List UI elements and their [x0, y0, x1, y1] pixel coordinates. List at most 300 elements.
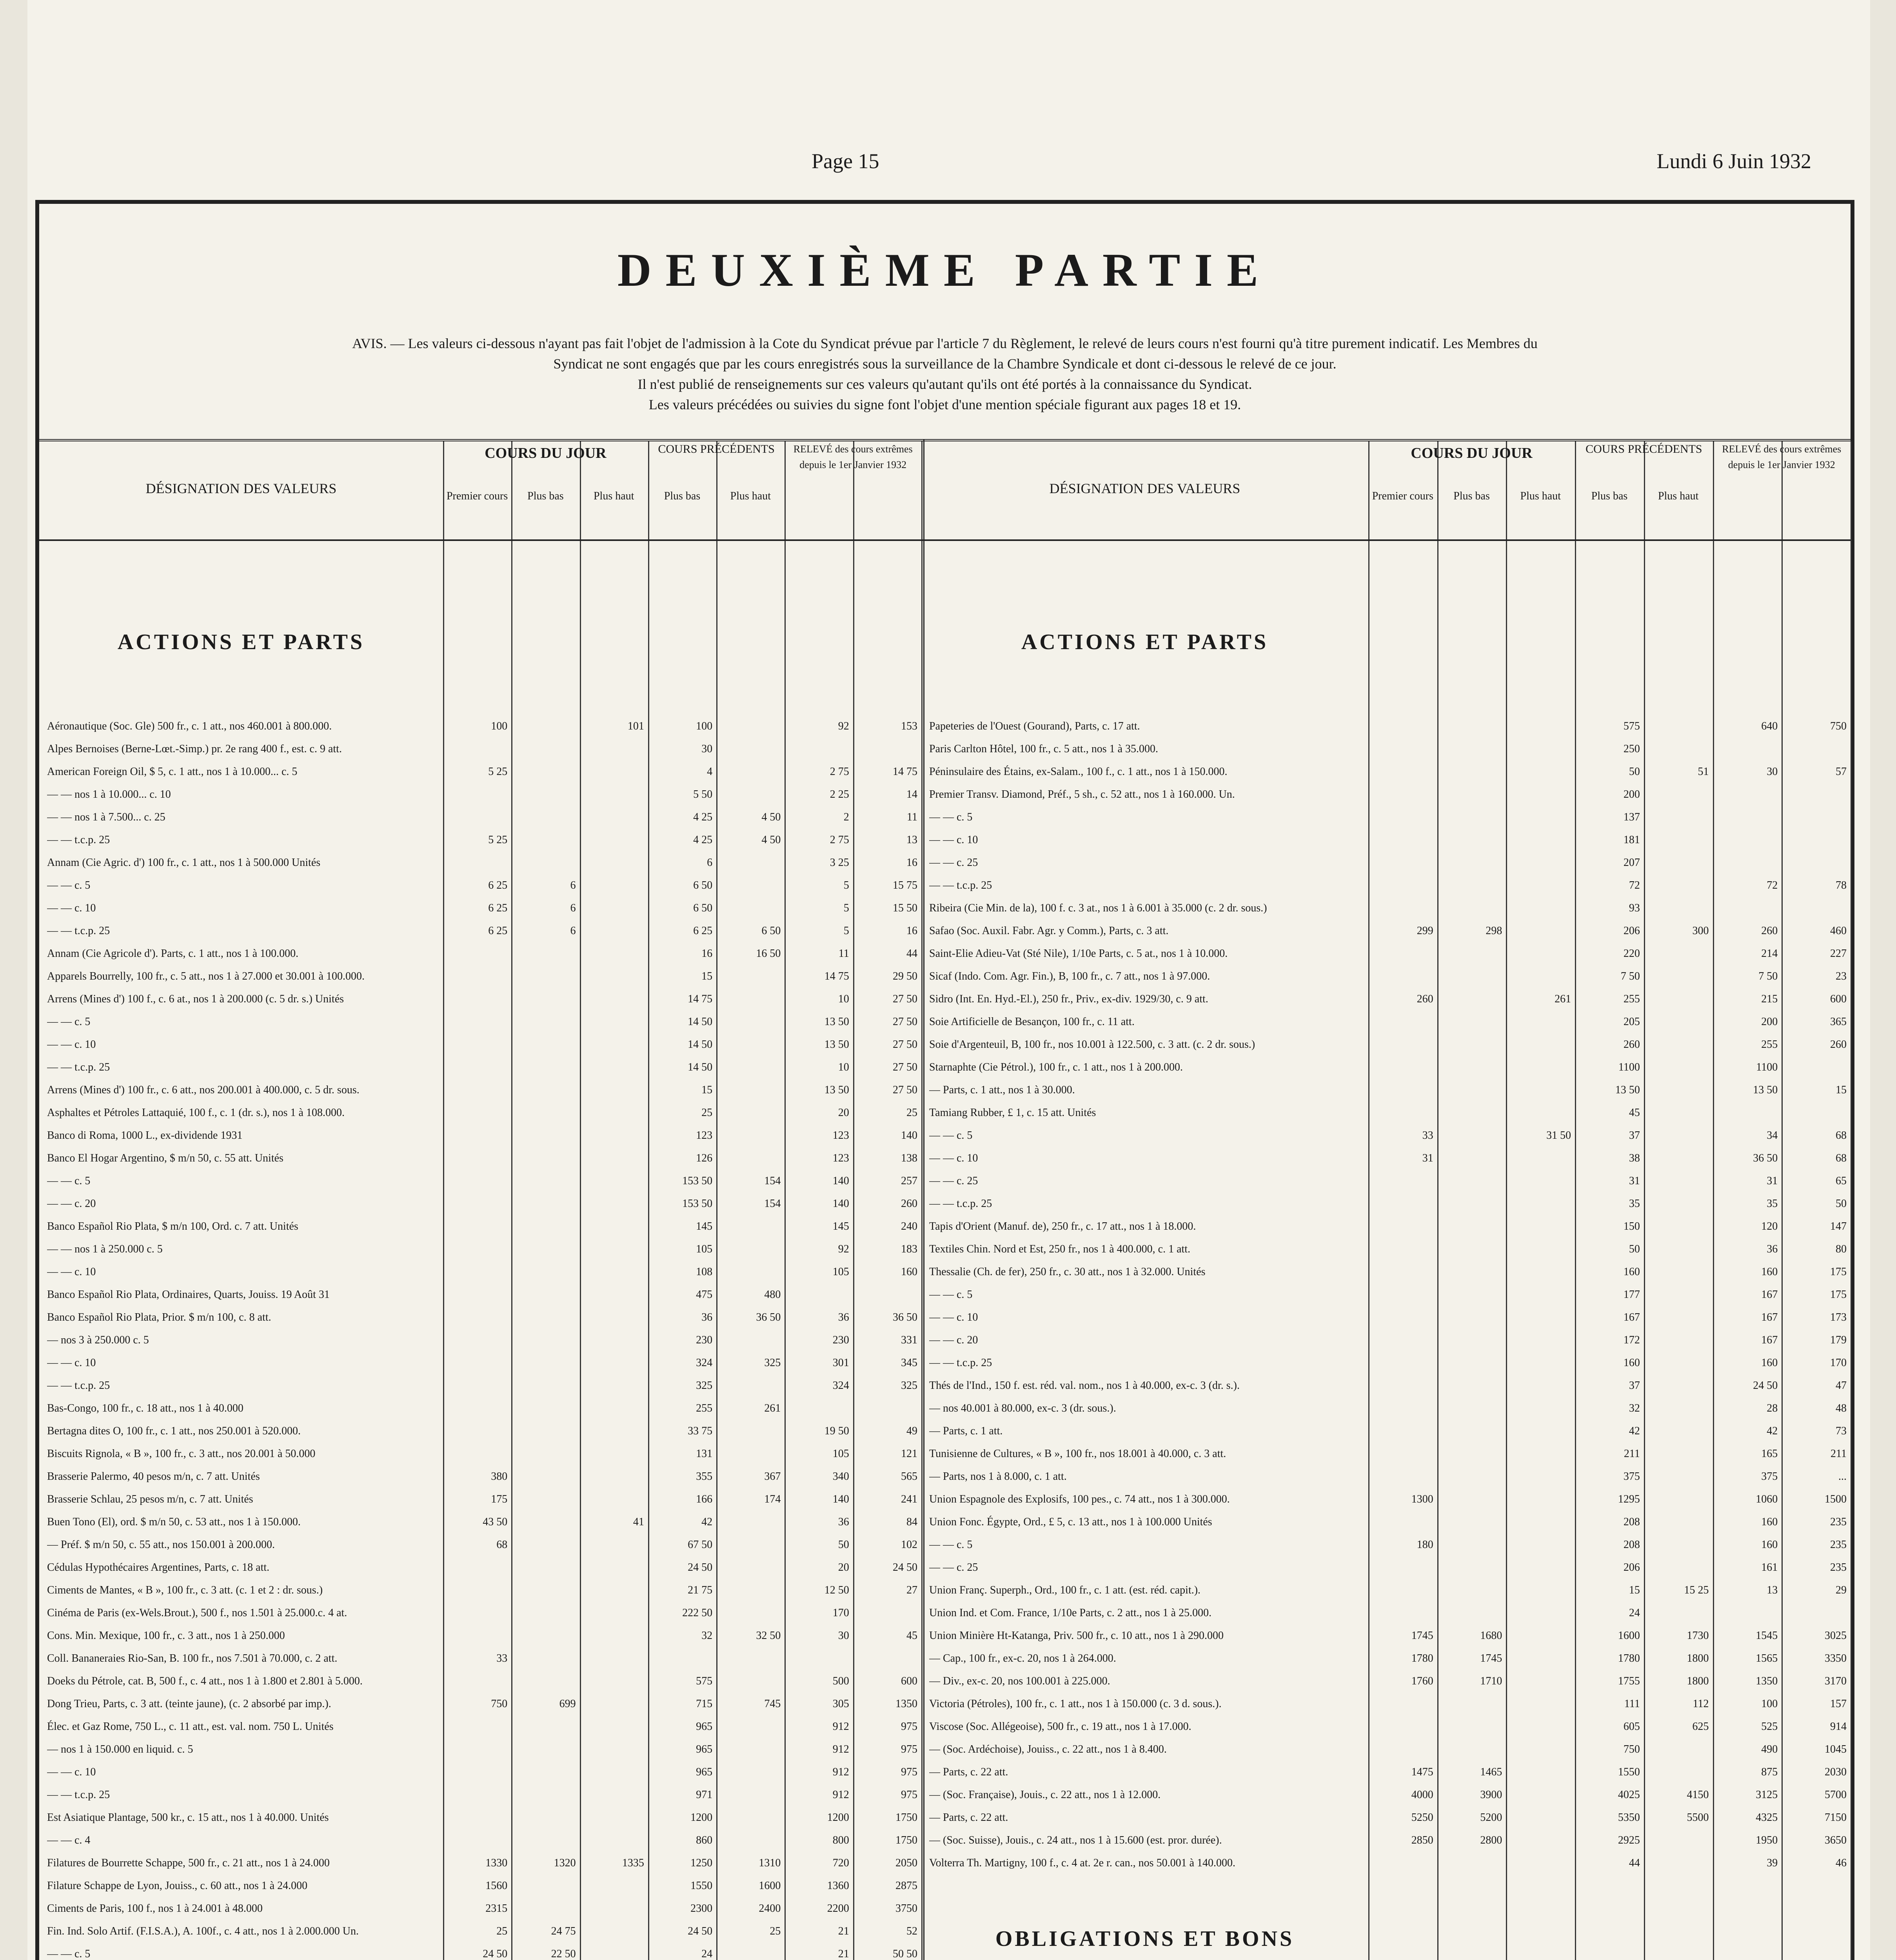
value-cell: 575: [1623, 720, 1640, 732]
table-row: Dong Trieu, Parts, c. 3 att. (teinte jaune), (c. 2 absorbé par imp.).: [47, 1698, 331, 1710]
value-cell: 174: [764, 1493, 781, 1505]
table-row: — Préf. $ m/n 50, c. 55 att., nos 150.001 à 200.000.: [47, 1539, 275, 1551]
table-row: — Parts, c. 1 att.: [929, 1425, 1003, 1437]
value-cell: 121: [901, 1448, 917, 1460]
value-cell: ...: [1838, 1470, 1847, 1483]
header-rule: [921, 539, 1851, 541]
value-cell: 13 50: [1615, 1084, 1640, 1096]
value-cell: 13: [906, 834, 917, 846]
value-cell: 912: [832, 1789, 849, 1801]
table-row: Cédulas Hypothécaires Argentines, Parts, c. 18 att.: [47, 1561, 270, 1573]
value-cell: 5500: [1687, 1811, 1709, 1824]
table-row: Tunisienne de Cultures, « B », 100 fr., nos 18.001 à 40.000, c. 3 att.: [929, 1448, 1226, 1460]
table-row: Banco El Hogar Argentino, $ m/n 50, c. 55 att. Unités: [47, 1152, 283, 1164]
value-cell: 699: [559, 1698, 576, 1710]
value-cell: 48: [1835, 1402, 1847, 1414]
table-row: Arrens (Mines d') 100 f., c. 6 at., nos 1 à 200.000 (c. 5 dr. s.) Unités: [47, 993, 344, 1005]
value-cell: 324: [832, 1379, 849, 1392]
value-cell: 147: [1830, 1220, 1847, 1232]
notice-line: AVIS. — Les valeurs ci-dessous n'ayant pas fait l'objet de l'admission à la Cote du Syndicat prévue par l'article 7 du Règlement, le relevé de leurs cours n'est fourni qu'à titre purement indicatif. Les Membres du: [352, 336, 1538, 351]
value-cell: 600: [901, 1675, 917, 1687]
table-row: Cons. Min. Mexique, 100 fr., c. 3 att., nos 1 à 250.000: [47, 1630, 285, 1642]
value-cell: 1330: [485, 1857, 508, 1869]
column-rule: [853, 441, 854, 1960]
notice-line: Syndicat ne sont engagés que par les cours enregistrés sous la surveillance de la Chambre Syndicale et dont ci-dessous le relevé de ce jour.: [553, 356, 1337, 372]
value-cell: 123: [832, 1129, 849, 1142]
value-cell: 975: [901, 1720, 917, 1733]
table-row: Cinéma de Paris (ex-Wels.Brout.), 500 f., nos 1.501 à 25.000.c. 4 at.: [47, 1607, 347, 1619]
value-cell: 105: [832, 1448, 849, 1460]
value-cell: 1550: [690, 1880, 713, 1892]
value-cell: 2 75: [830, 834, 849, 846]
value-cell: 167: [1761, 1289, 1778, 1301]
value-cell: 27 50: [892, 1016, 917, 1028]
value-cell: 1500: [1824, 1493, 1847, 1505]
value-cell: 24 50: [892, 1561, 917, 1573]
value-cell: 2: [843, 811, 849, 823]
value-cell: 800: [832, 1834, 849, 1846]
value-cell: 475: [696, 1289, 713, 1301]
value-cell: 36: [701, 1311, 713, 1323]
value-cell: 13 50: [824, 1038, 849, 1051]
table-row: Soie Artificielle de Besançon, 100 fr., c. 11 att.: [929, 1016, 1135, 1028]
value-cell: 1060: [1756, 1493, 1778, 1505]
value-cell: 33 75: [688, 1425, 713, 1437]
value-cell: 14 50: [688, 1061, 713, 1073]
table-row: Doeks du Pétrole, cat. B, 500 f., c. 4 att., nos 1 à 1.800 et 2.801 à 5.000.: [47, 1675, 363, 1687]
value-cell: 1730: [1687, 1630, 1709, 1642]
value-cell: 32: [1629, 1402, 1640, 1414]
value-cell: 1200: [827, 1811, 849, 1824]
value-cell: 1295: [1618, 1493, 1640, 1505]
value-cell: 29: [1835, 1584, 1847, 1596]
table-row: Annam (Cie Agric. d') 100 fr., c. 1 att., nos 1 à 500.000 Unités: [47, 857, 321, 869]
sub-header: Premier cours: [1372, 490, 1433, 502]
table-row: — — c. 10: [47, 1038, 96, 1051]
value-cell: 257: [901, 1175, 917, 1187]
value-cell: 200: [1761, 1016, 1778, 1028]
value-cell: 260: [1830, 1038, 1847, 1051]
releve-header: RELEVÉ des cours extrêmes depuis le 1er Janvier 1932: [793, 443, 913, 470]
value-cell: 971: [696, 1789, 713, 1801]
value-cell: 975: [901, 1766, 917, 1778]
value-cell: 175: [491, 1493, 508, 1505]
table-row: Banco Español Rio Plata, Prior. $ m/n 100, c. 8 att.: [47, 1311, 271, 1323]
value-cell: 6: [570, 925, 576, 937]
table-row: — — t.c.p. 25: [929, 1357, 992, 1369]
value-cell: 27 50: [892, 993, 917, 1005]
value-cell: 3025: [1824, 1630, 1847, 1642]
value-cell: 11: [838, 947, 849, 960]
value-cell: 13: [1767, 1584, 1778, 1596]
value-cell: 36 50: [1753, 1152, 1778, 1164]
value-cell: 220: [1623, 947, 1640, 960]
value-cell: 15: [1835, 1084, 1847, 1096]
value-cell: 160: [1761, 1357, 1778, 1369]
value-cell: 1465: [1480, 1766, 1502, 1778]
sub-header: Plus bas: [1453, 490, 1490, 502]
value-cell: 170: [1830, 1357, 1847, 1369]
value-cell: 15 75: [892, 879, 917, 891]
table-row: Sidro (Int. En. Hyd.-El.), 250 fr., Priv., ex-div. 1929/30, c. 9 att.: [929, 993, 1208, 1005]
table-row: — — nos 1 à 7.500... c. 25: [47, 811, 165, 823]
sub-header: Premier cours: [446, 490, 508, 502]
table-row: — — nos 1 à 10.000... c. 10: [47, 788, 171, 800]
value-cell: 207: [1623, 857, 1640, 869]
value-cell: 13 50: [824, 1084, 849, 1096]
table-row: — — c. 20: [929, 1334, 978, 1346]
value-cell: 4025: [1618, 1789, 1640, 1801]
table-row: — — c. 4: [47, 1834, 91, 1846]
value-cell: 50: [1629, 1243, 1640, 1255]
value-cell: 4150: [1687, 1789, 1709, 1801]
value-cell: 227: [1830, 947, 1847, 960]
column-rule: [443, 441, 444, 1960]
value-cell: 25: [770, 1925, 781, 1937]
value-cell: 37: [1629, 1129, 1640, 1142]
value-cell: 34: [1767, 1129, 1778, 1142]
value-cell: 21: [838, 1948, 849, 1960]
notice-text: Les valeurs précédées ou suivies du signe font l'objet d'une mention spéciale figurant aux pages 18 et 19.: [648, 397, 1241, 412]
value-cell: 167: [1761, 1334, 1778, 1346]
sub-header: Plus haut: [593, 490, 634, 502]
value-cell: 6: [570, 902, 576, 914]
table-row: Textiles Chin. Nord et Est, 250 fr., nos 1 à 400.000, c. 1 att.: [929, 1243, 1191, 1255]
value-cell: 15: [701, 970, 713, 982]
value-cell: 27: [906, 1584, 917, 1596]
value-cell: 3650: [1824, 1834, 1847, 1846]
table-row: — — t.c.p. 25: [47, 1061, 110, 1073]
value-cell: 25: [496, 1925, 508, 1937]
value-cell: 160: [1761, 1516, 1778, 1528]
table-row: Ciments de Paris, 100 f., nos 1 à 24.001 à 48.000: [47, 1902, 263, 1915]
value-cell: 340: [832, 1470, 849, 1483]
value-cell: 45: [1629, 1107, 1640, 1119]
value-cell: 24 75: [551, 1925, 576, 1937]
table-row: Union Fonc. Égypte, Ord., £ 5, c. 13 att., nos 1 à 100.000 Unités: [929, 1516, 1212, 1528]
table-row: Papeteries de l'Ouest (Gourand), Parts, c. 17 att.: [929, 720, 1140, 732]
value-cell: 43 50: [483, 1516, 508, 1528]
table-row: — — c. 5: [47, 879, 91, 891]
column-rule: [785, 441, 786, 1960]
sub-header: Plus bas: [664, 490, 701, 502]
value-cell: 153 50: [682, 1198, 713, 1210]
value-cell: 6 25: [693, 925, 713, 937]
table-row: Victoria (Pétroles), 100 fr., c. 1 att., nos 1 à 150.000 (c. 3 d. sous.).: [929, 1698, 1222, 1710]
value-cell: 167: [1761, 1311, 1778, 1323]
value-cell: 1800: [1687, 1652, 1709, 1664]
table-row: — — t.c.p. 25: [47, 834, 110, 846]
table-row: Ribeira (Cie Min. de la), 100 f. c. 3 at., nos 1 à 6.001 à 35.000 (c. 2 dr. sous.): [929, 902, 1267, 914]
value-cell: 1750: [895, 1811, 917, 1824]
value-cell: 1780: [1411, 1652, 1433, 1664]
table-row: Bertagna dites O, 100 fr., c. 1 att., nos 250.001 à 520.000.: [47, 1425, 301, 1437]
table-row: — — c. 25: [929, 857, 978, 869]
value-cell: 750: [1830, 720, 1847, 732]
table-row: Paris Carlton Hôtel, 100 fr., c. 5 att., nos 1 à 35.000.: [929, 743, 1159, 755]
value-cell: 16 50: [756, 947, 781, 960]
value-cell: 36: [838, 1311, 849, 1323]
section-title: ACTIONS ET PARTS: [117, 630, 365, 654]
table-row: Union Espagnole des Explosifs, 100 pes., c. 74 att., nos 1 à 300.000.: [929, 1493, 1230, 1505]
value-cell: 912: [832, 1743, 849, 1755]
value-cell: 1560: [485, 1880, 508, 1892]
table-row: Péninsulaire des Étains, ex-Salam., 100 f., c. 1 att., nos 1 à 150.000.: [929, 766, 1228, 778]
value-cell: 105: [832, 1266, 849, 1278]
value-cell: 625: [1692, 1720, 1709, 1733]
value-cell: 5 25: [488, 834, 508, 846]
column-rule: [1575, 441, 1576, 1960]
value-cell: 860: [696, 1834, 713, 1846]
value-cell: 167: [1623, 1311, 1640, 1323]
sub-header: Plus bas: [1591, 490, 1628, 502]
value-cell: 105: [696, 1243, 713, 1255]
value-cell: 261: [764, 1402, 781, 1414]
value-cell: 44: [906, 947, 917, 960]
table-row: — nos 1 à 150.000 en liquid. c. 5: [47, 1743, 193, 1755]
value-cell: 2300: [690, 1902, 713, 1915]
value-cell: 1250: [690, 1857, 713, 1869]
table-row: — Parts, c. 22 att.: [929, 1766, 1008, 1778]
column-rule: [1851, 441, 1852, 1960]
value-cell: 31: [1422, 1152, 1433, 1164]
value-cell: 200: [1623, 788, 1640, 800]
value-cell: 235: [1830, 1561, 1847, 1573]
column-rule: [1368, 441, 1369, 1960]
value-cell: 965: [696, 1720, 713, 1733]
value-cell: 6 25: [488, 925, 508, 937]
value-cell: 183: [901, 1243, 917, 1255]
value-cell: 73: [1835, 1425, 1847, 1437]
value-cell: 750: [491, 1698, 508, 1710]
cours-precedents-header: COURS PRÉCÉDENTS: [1585, 443, 1702, 456]
value-cell: 23: [1835, 970, 1847, 982]
value-cell: 241: [901, 1493, 917, 1505]
value-cell: 260: [1417, 993, 1433, 1005]
value-cell: 36 50: [892, 1311, 917, 1323]
value-cell: 13 50: [824, 1016, 849, 1028]
value-cell: 4: [707, 766, 713, 778]
table-row: Élec. et Gaz Rome, 750 L., c. 11 att., est. val. nom. 750 L. Unités: [47, 1720, 334, 1733]
table-row: Est Asiatique Plantage, 500 kr., c. 15 att., nos 1 à 40.000. Unités: [47, 1811, 329, 1824]
value-cell: 28: [1767, 1402, 1778, 1414]
value-cell: 32: [701, 1630, 713, 1642]
value-cell: 2875: [895, 1880, 917, 1892]
value-cell: 160: [901, 1266, 917, 1278]
value-cell: 16: [906, 925, 917, 937]
value-cell: 31 50: [1546, 1129, 1571, 1142]
value-cell: 1565: [1756, 1652, 1778, 1664]
value-cell: 5: [843, 902, 849, 914]
sub-header: Plus haut: [1658, 490, 1699, 502]
value-cell: 181: [1623, 834, 1640, 846]
table-row: — nos 40.001 à 80.000, ex-c. 3 (dr. sous.).: [929, 1402, 1116, 1414]
value-cell: 255: [696, 1402, 713, 1414]
value-cell: 33: [496, 1652, 508, 1664]
value-cell: 640: [1761, 720, 1778, 732]
releve-header: RELEVÉ des cours extrêmes depuis le 1er Janvier 1932: [1722, 443, 1842, 470]
value-cell: 24: [1629, 1607, 1640, 1619]
value-cell: 166: [696, 1493, 713, 1505]
table-row: — nos 3 à 250.000 c. 5: [47, 1334, 149, 1346]
value-cell: 4 50: [761, 811, 781, 823]
value-cell: 2925: [1618, 1834, 1640, 1846]
table-row: American Foreign Oil, $ 5, c. 1 att., nos 1 à 10.000... c. 5: [47, 766, 298, 778]
value-cell: 37: [1629, 1379, 1640, 1392]
value-cell: 260: [901, 1198, 917, 1210]
value-cell: 3125: [1756, 1789, 1778, 1801]
value-cell: 3170: [1824, 1675, 1847, 1687]
value-cell: 68: [496, 1539, 508, 1551]
value-cell: 14 50: [688, 1016, 713, 1028]
table-row: Aéronautique (Soc. Gle) 500 fr., c. 1 att., nos 460.001 à 800.000.: [47, 720, 332, 732]
value-cell: 154: [764, 1198, 781, 1210]
table-row: Premier Transv. Diamond, Préf., 5 sh., c. 52 att., nos 1 à 160.000. Un.: [929, 788, 1235, 800]
value-cell: 1745: [1411, 1630, 1433, 1642]
value-cell: 27 50: [892, 1038, 917, 1051]
value-cell: 1950: [1756, 1834, 1778, 1846]
value-cell: 16: [701, 947, 713, 960]
value-cell: 365: [1830, 1016, 1847, 1028]
table-row: Volterra Th. Martigny, 100 f., c. 4 at. 2e r. can., nos 50.001 à 140.000.: [929, 1857, 1236, 1869]
value-cell: 35: [1767, 1198, 1778, 1210]
column-rule: [716, 441, 717, 1960]
table-row: — — t.c.p. 25: [929, 1198, 992, 1210]
table-row: Brasserie Palermo, 40 pesos m/n, c. 7 att. Unités: [47, 1470, 260, 1483]
value-cell: 255: [1623, 993, 1640, 1005]
value-cell: 565: [901, 1470, 917, 1483]
value-cell: 750: [1623, 1743, 1640, 1755]
column-rule: [1506, 441, 1507, 1960]
table-row: — — c. 20: [47, 1198, 96, 1210]
value-cell: 27 50: [892, 1084, 917, 1096]
value-cell: 22 50: [551, 1948, 576, 1960]
value-cell: 3 25: [830, 857, 849, 869]
table-row: Union Ind. et Com. France, 1/10e Parts, c. 2 att., nos 1 à 25.000.: [929, 1607, 1212, 1619]
value-cell: 10: [838, 993, 849, 1005]
table-row: Viscose (Soc. Allégeoise), 500 fr., c. 19 att., nos 1 à 17.000.: [929, 1720, 1191, 1733]
value-cell: 101: [627, 720, 644, 732]
value-cell: 2850: [1411, 1834, 1433, 1846]
table-row: — — nos 1 à 250.000 c. 5: [47, 1243, 163, 1255]
value-cell: 5 25: [488, 766, 508, 778]
value-cell: 172: [1623, 1334, 1640, 1346]
value-cell: 305: [832, 1698, 849, 1710]
value-cell: 7 50: [1758, 970, 1778, 982]
table-row: Fin. Ind. Solo Artif. (F.I.S.A.), A. 100f., c. 4 att., nos 1 à 2.000.000 Un.: [47, 1925, 359, 1937]
value-cell: 5200: [1480, 1811, 1502, 1824]
value-cell: 965: [696, 1743, 713, 1755]
value-cell: 31: [1629, 1175, 1640, 1187]
value-cell: 380: [491, 1470, 508, 1483]
value-cell: 93: [1629, 902, 1640, 914]
value-cell: 575: [696, 1675, 713, 1687]
value-cell: 480: [764, 1289, 781, 1301]
value-cell: 15: [1629, 1584, 1640, 1596]
table-row: Tamiang Rubber, £ 1, c. 15 att. Unités: [929, 1107, 1096, 1119]
value-cell: 161: [1761, 1561, 1778, 1573]
value-cell: 375: [1761, 1470, 1778, 1483]
value-cell: 1335: [622, 1857, 644, 1869]
column-rule: [511, 441, 512, 1960]
section-title: ACTIONS ET PARTS: [1021, 630, 1269, 654]
value-cell: 42: [701, 1516, 713, 1528]
value-cell: 19 50: [824, 1425, 849, 1437]
page-date: Lundi 6 Juin 1932: [1656, 149, 1811, 173]
value-cell: 16: [906, 857, 917, 869]
table-row: — Cap., 100 fr., ex-c. 20, nos 1 à 264.000.: [929, 1652, 1116, 1664]
value-cell: 140: [901, 1129, 917, 1142]
table-row: — — c. 10: [929, 1311, 978, 1323]
value-cell: 14 75: [824, 970, 849, 982]
value-cell: 33: [1422, 1129, 1433, 1142]
table-row: — — c. 25: [929, 1561, 978, 1573]
value-cell: 325: [764, 1357, 781, 1369]
value-cell: 301: [832, 1357, 849, 1369]
value-cell: 179: [1830, 1334, 1847, 1346]
table-row: Buen Tono (El), ord. $ m/n 50, c. 53 att., nos 1 à 150.000.: [47, 1516, 301, 1528]
value-cell: 138: [901, 1152, 917, 1164]
right-table: [921, 439, 1851, 1960]
table-row: Safao (Soc. Auxil. Fabr. Agr. y Comm.), Parts, c. 3 att.: [929, 925, 1169, 937]
value-cell: 42: [1629, 1425, 1640, 1437]
value-cell: 72: [1767, 879, 1778, 891]
column-rule: [1644, 441, 1645, 1960]
value-cell: 84: [906, 1516, 917, 1528]
value-cell: 123: [696, 1129, 713, 1142]
table-row: — — t.c.p. 25: [47, 1789, 110, 1801]
page-title: DEUXIÈME PARTIE: [617, 244, 1273, 296]
value-cell: 14: [906, 788, 917, 800]
value-cell: 57: [1835, 766, 1847, 778]
value-cell: 1475: [1411, 1766, 1433, 1778]
value-cell: 126: [696, 1152, 713, 1164]
table-row: Union Franç. Superph., Ord., 100 fr., c. 1 att. (est. réd. capit.).: [929, 1584, 1201, 1596]
value-cell: 215: [1761, 993, 1778, 1005]
value-cell: 123: [832, 1152, 849, 1164]
value-cell: 72: [1629, 879, 1640, 891]
value-cell: 177: [1623, 1289, 1640, 1301]
value-cell: 1780: [1618, 1652, 1640, 1664]
value-cell: 15 50: [892, 902, 917, 914]
value-cell: 298: [1486, 925, 1502, 937]
value-cell: 222 50: [682, 1607, 713, 1619]
table-row: — Div., ex-c. 20, nos 100.001 à 225.000.: [929, 1675, 1110, 1687]
value-cell: 1760: [1411, 1675, 1433, 1687]
value-cell: 261: [1555, 993, 1571, 1005]
value-cell: 2315: [485, 1902, 508, 1915]
value-cell: 10: [838, 1061, 849, 1073]
value-cell: 38: [1629, 1152, 1640, 1164]
value-cell: 720: [832, 1857, 849, 1869]
table-row: Thessalie (Ch. de fer), 250 fr., c. 30 att., nos 1 à 32.000. Unités: [929, 1266, 1206, 1278]
value-cell: 460: [1830, 925, 1847, 937]
value-cell: 52: [906, 1925, 917, 1937]
value-cell: 975: [901, 1743, 917, 1755]
value-cell: 100: [1761, 1698, 1778, 1710]
value-cell: 160: [1761, 1266, 1778, 1278]
value-cell: 145: [696, 1220, 713, 1232]
value-cell: 211: [1831, 1448, 1847, 1460]
value-cell: 14 50: [688, 1038, 713, 1051]
value-cell: 140: [832, 1175, 849, 1187]
value-cell: 80: [1835, 1243, 1847, 1255]
value-cell: 25: [701, 1107, 713, 1119]
value-cell: 131: [696, 1448, 713, 1460]
value-cell: 206: [1623, 925, 1640, 937]
value-cell: 2030: [1824, 1766, 1847, 1778]
notice-line: Il n'est publié de renseignements sur ces valeurs qu'autant qu'ils ont été portés à la connaissance du Syndicat.: [637, 376, 1252, 392]
